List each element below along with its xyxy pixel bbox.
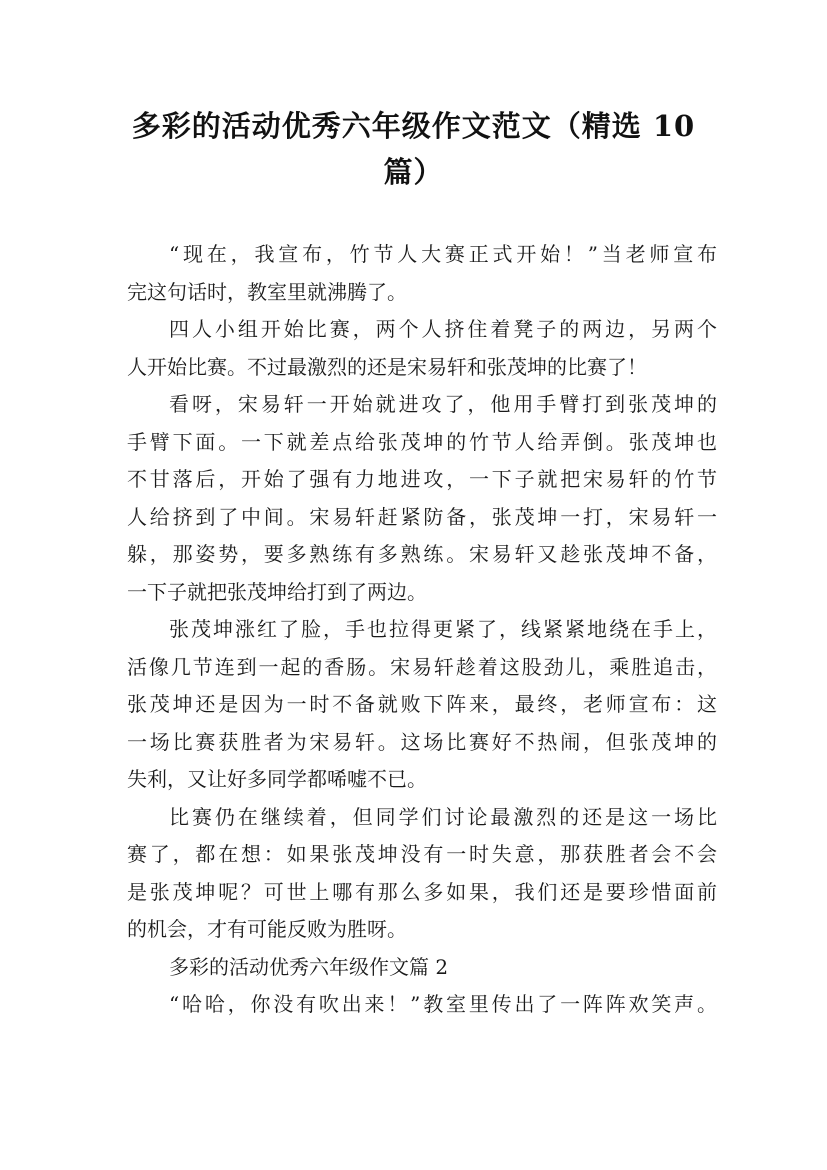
text-line: 一下子就把张茂坤给打到了两边。 bbox=[127, 579, 427, 604]
text-line: 活像几节连到一起的香肠。宋易轩趁着这股劲儿，乘胜追击， bbox=[127, 654, 717, 679]
text-line: 的机会，才有可能反败为胜呀。 bbox=[127, 917, 407, 941]
paragraph bbox=[127, 986, 717, 1024]
text-line: 一场比赛获胜者为宋易轩。这场比赛好不热闹，但张茂坤的 bbox=[127, 729, 717, 754]
text-line: 比赛仍在继续着，但同学们讨论最激烈的还是这一场比 bbox=[169, 804, 717, 829]
paragraph bbox=[127, 799, 717, 949]
text-line: 多彩的活动优秀六年级作文篇 2 bbox=[169, 954, 449, 979]
text-line: 人开始比赛。不过最激烈的还是宋易轩和张茂坤的比赛了！ bbox=[127, 354, 647, 379]
text-line: 躲，那姿势，要多熟练有多熟练。宋易轩又趁张茂坤不备， bbox=[127, 542, 717, 566]
text-line: 不甘落后，开始了强有力地进攻，一下子就把宋易轩的竹节 bbox=[127, 467, 717, 491]
title-line: 多彩的活动优秀六年级作文范文（精选 10 bbox=[131, 109, 696, 143]
document-body bbox=[127, 236, 717, 1024]
title-line: 篇） bbox=[383, 155, 444, 189]
text-line: 失利，又让好多同学都唏嘘不已。 bbox=[127, 767, 427, 791]
paragraph bbox=[127, 611, 717, 799]
text-line: 看呀，宋易轩一开始就进攻了，他用手臂打到张茂坤的 bbox=[169, 392, 717, 416]
text-line: 是张茂坤呢？可世上哪有那么多如果，我们还是要珍惜面前 bbox=[127, 879, 717, 904]
section-heading bbox=[127, 949, 717, 987]
text-line: 完这句话时，教室里就沸腾了。 bbox=[127, 279, 407, 304]
text-line: 张茂坤涨红了脸，手也拉得更紧了，线紧紧地绕在手上， bbox=[169, 617, 717, 641]
paragraph bbox=[127, 386, 717, 611]
paragraph bbox=[127, 311, 717, 386]
document-title bbox=[110, 103, 717, 195]
text-line: 手臂下面。一下就差点给张茂坤的竹节人给弄倒。张茂坤也 bbox=[127, 429, 717, 454]
text-line: “现在，我宣布，竹节人大赛正式开始！”当老师宣布 bbox=[169, 242, 717, 266]
text-line: 赛了，都在想：如果张茂坤没有一时失意，那获胜者会不会 bbox=[127, 842, 717, 866]
paragraph bbox=[127, 236, 717, 311]
text-line: 人给挤到了中间。宋易轩赶紧防备，张茂坤一打，宋易轩一 bbox=[127, 504, 717, 529]
text-line: “哈哈，你没有吹出来！”教室里传出了一阵阵欢笑声。 bbox=[169, 992, 717, 1016]
text-line: 张茂坤还是因为一时不备就败下阵来，最终，老师宣布：这 bbox=[127, 692, 717, 716]
text-line: 四人小组开始比赛，两个人挤住着凳子的两边，另两个 bbox=[169, 317, 717, 341]
